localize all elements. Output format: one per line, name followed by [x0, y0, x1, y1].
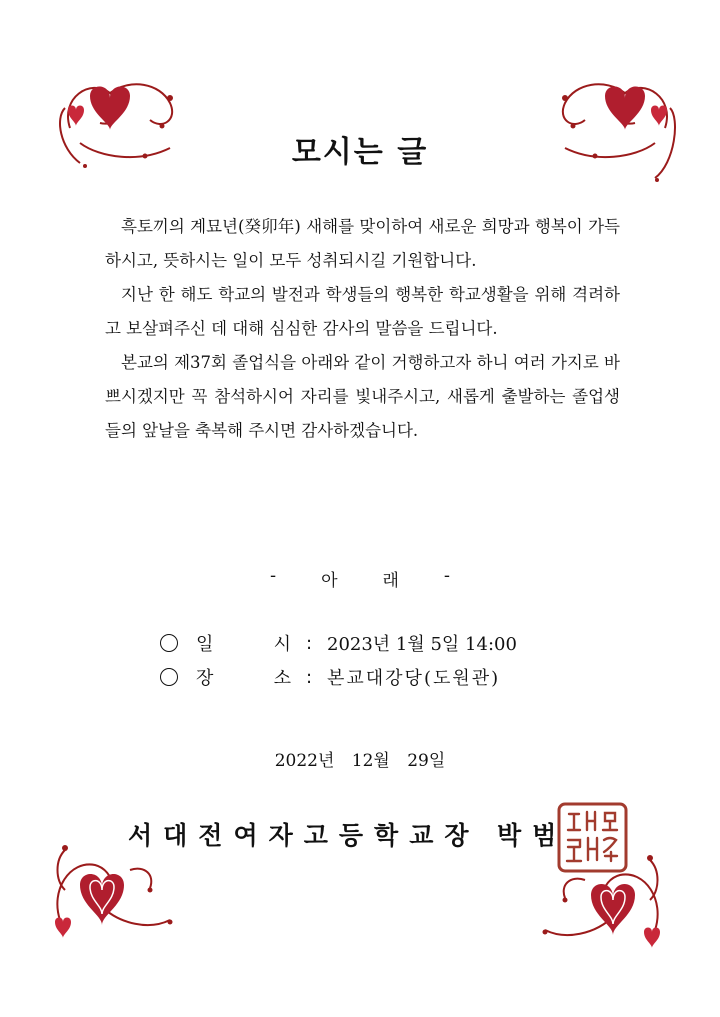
- paragraph-invitation: 본교의 제37회 졸업식을 아래와 같이 거행하고자 하니 여러 가지로 바쁘시겠지만 꼭 참석하시어 자리를 빛내주시고, 새롭게 출발하는 졸업생들의 앞날을 축복해 주시면 감사하겠습니다.: [105, 353, 620, 440]
- detail-colon: :: [305, 666, 313, 688]
- dash-left: -: [270, 566, 277, 586]
- label-char: 장: [196, 668, 214, 689]
- label-char: 일: [196, 634, 214, 655]
- section-heading-arae: [270, 566, 450, 591]
- invitation-body: [105, 210, 620, 448]
- signature-name: 박범: [497, 821, 568, 850]
- detail-date-value: 2023년 1월 5일 14:00: [327, 634, 517, 655]
- label-char: 소: [273, 668, 291, 689]
- detail-label: [196, 630, 291, 656]
- issue-date: 2022년 12월 29일: [274, 751, 446, 771]
- circle-bullet-icon: [160, 634, 178, 652]
- detail-label: [196, 664, 291, 690]
- label-char: 시: [273, 634, 291, 655]
- detail-place-row: [160, 664, 500, 690]
- paragraph-thanks: 지난 한 해도 학교의 발전과 학생들의 행복한 학교생활을 위해 격려하고 보살펴주신 데 대해 심심한 감사의 말씀을 드립니다.: [105, 285, 620, 338]
- circle-bullet-icon: [160, 668, 178, 686]
- paragraph-greeting: 흑토끼의 계묘년(癸卯年) 새해를 맞이하여 새로운 희망과 행복이 가득하시고, 뜻하시는 일이 모두 성취되시길 기원합니다.: [105, 217, 620, 270]
- page-title: 모시는 글: [291, 135, 429, 170]
- arae-char-2: 래: [382, 571, 399, 591]
- arae-char-1: 아: [321, 571, 338, 591]
- detail-colon: :: [305, 632, 313, 654]
- detail-date-row: [160, 630, 517, 656]
- detail-place-value: 본교대강당(도원관): [327, 668, 501, 689]
- signature-school: 서대전여자고등학교장: [128, 821, 480, 850]
- dash-right: -: [443, 566, 450, 586]
